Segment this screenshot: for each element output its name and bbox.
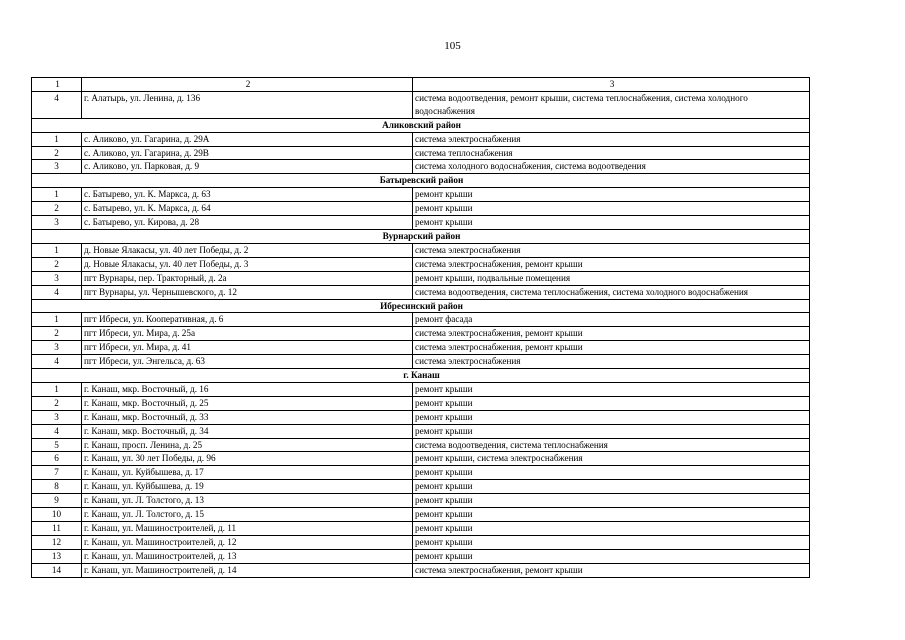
row-number: 2 [32,257,82,271]
table-row [32,257,810,271]
row-works: ремонт крыши [413,494,810,508]
table-row [32,202,810,216]
row-works: система водоотведения, система теплоснабжения [413,438,810,452]
section-title: Аликовский район [32,118,810,132]
row-address: пгт Ибреси, ул. Мира, д. 25а [82,327,413,341]
row-number: 13 [32,549,82,563]
row-number: 12 [32,535,82,549]
row-works: система электроснабжения [413,355,810,369]
row-works: ремонт крыши [413,549,810,563]
row-works: система водоотведения, ремонт крыши, система теплоснабжения, система холодного водоснабжения [413,91,810,118]
table-row [32,146,810,160]
row-works: ремонт фасада [413,313,810,327]
row-works: ремонт крыши [413,535,810,549]
row-number: 2 [32,202,82,216]
row-works: ремонт крыши [413,382,810,396]
row-number: 2 [32,327,82,341]
row-works: ремонт крыши [413,424,810,438]
row-address: с. Батырево, ул. К. Маркса, д. 63 [82,188,413,202]
table-row [32,188,810,202]
row-works: ремонт крыши [413,508,810,522]
row-address: с. Батырево, ул. К. Маркса, д. 64 [82,202,413,216]
row-address: пгт Ибреси, ул. Мира, д. 41 [82,341,413,355]
row-number: 3 [32,160,82,174]
row-address: пгт Вурнары, ул. Чернышевского, д. 12 [82,285,413,299]
row-address: г. Канаш, ул. Куйбышева, д. 19 [82,480,413,494]
row-address: г. Канаш, ул. Машиностроителей, д. 12 [82,535,413,549]
row-works: ремонт крыши, система электроснабжения [413,452,810,466]
table-row [32,285,810,299]
row-address: д. Новые Ялакасы, ул. 40 лет Победы, д. 2 [82,243,413,257]
row-works: ремонт крыши [413,188,810,202]
row-address: д. Новые Ялакасы, ул. 40 лет Победы, д. 3 [82,257,413,271]
row-number: 3 [32,271,82,285]
row-number: 2 [32,146,82,160]
page-number: 105 [444,40,461,52]
row-address: с. Аликово, ул. Гагарина, д. 29А [82,132,413,146]
row-address: г. Канаш, мкр. Восточный, д. 16 [82,382,413,396]
table-row [32,271,810,285]
row-address: г. Канаш, ул. 30 лет Победы, д. 96 [82,452,413,466]
header-cell-3: 3 [413,78,810,92]
row-number: 3 [32,216,82,230]
row-works: ремонт крыши [413,410,810,424]
table-row [32,341,810,355]
table-row [32,494,810,508]
row-number: 14 [32,563,82,577]
row-works: ремонт крыши, подвальные помещения [413,271,810,285]
row-works: ремонт крыши [413,216,810,230]
row-works: система электроснабжения [413,243,810,257]
section-heading-row [32,118,810,132]
table-header-row [32,78,810,92]
row-address: с. Аликово, ул. Парковая, д. 9 [82,160,413,174]
row-number: 3 [32,410,82,424]
row-address: г. Канаш, ул. Л. Толстого, д. 15 [82,508,413,522]
table-row [32,132,810,146]
section-title: Ибресинский район [32,299,810,313]
row-address: г. Канаш, мкр. Восточный, д. 33 [82,410,413,424]
section-heading-row [32,369,810,383]
table-row [32,522,810,536]
row-works: ремонт крыши [413,396,810,410]
header-cell-2: 2 [82,78,413,92]
section-heading-row [32,174,810,188]
row-number: 6 [32,452,82,466]
row-works: система электроснабжения, ремонт крыши [413,327,810,341]
section-title: Вурнарский район [32,229,810,243]
header-cell-1: 1 [32,78,82,92]
works-table [31,77,810,578]
row-works: ремонт крыши [413,466,810,480]
table-row [32,508,810,522]
table-row [32,438,810,452]
row-number: 10 [32,508,82,522]
section-title: г. Канаш [32,369,810,383]
row-number: 4 [32,424,82,438]
table-body [32,78,810,578]
section-title: Батыревский район [32,174,810,188]
table-row [32,243,810,257]
table-row [32,396,810,410]
row-number: 8 [32,480,82,494]
row-number: 1 [32,382,82,396]
row-number: 11 [32,522,82,536]
row-address: г. Канаш, ул. Машиностроителей, д. 11 [82,522,413,536]
row-number: 3 [32,341,82,355]
row-address: г. Канаш, мкр. Восточный, д. 25 [82,396,413,410]
row-number: 7 [32,466,82,480]
row-address: г. Канаш, мкр. Восточный, д. 34 [82,424,413,438]
row-works: ремонт крыши [413,480,810,494]
table-row [32,327,810,341]
row-number: 5 [32,438,82,452]
section-heading-row [32,229,810,243]
row-address: пгт Ибреси, ул. Кооперативная, д. 6 [82,313,413,327]
row-works: система холодного водоснабжения, система водоотведения [413,160,810,174]
row-address: пгт Ибреси, ул. Энгельса, д. 63 [82,355,413,369]
table-row [32,535,810,549]
table-row [32,452,810,466]
row-number: 1 [32,132,82,146]
row-address: с. Батырево, ул. Кирова, д. 28 [82,216,413,230]
row-address: г. Алатырь, ул. Ленина, д. 136 [82,91,413,118]
row-address: г. Канаш, просп. Ленина, д. 25 [82,438,413,452]
row-number: 1 [32,188,82,202]
row-number: 1 [32,313,82,327]
table-row [32,466,810,480]
table-row [32,424,810,438]
table-row [32,549,810,563]
row-number: 4 [32,91,82,118]
table-row [32,216,810,230]
row-works: система электроснабжения, ремонт крыши [413,563,810,577]
row-works: система теплоснабжения [413,146,810,160]
row-works: система электроснабжения [413,132,810,146]
row-number: 4 [32,355,82,369]
row-number: 1 [32,243,82,257]
section-heading-row [32,299,810,313]
row-address: г. Канаш, ул. Л. Толстого, д. 13 [82,494,413,508]
row-address: г. Канаш, ул. Куйбышева, д. 17 [82,466,413,480]
row-address: г. Канаш, ул. Машиностроителей, д. 14 [82,563,413,577]
table-row [32,563,810,577]
row-works: система водоотведения, система теплоснабжения, система холодного водоснабжения [413,285,810,299]
table-row [32,91,810,118]
row-works: ремонт крыши [413,202,810,216]
table-row [32,382,810,396]
row-works: ремонт крыши [413,522,810,536]
row-works: система электроснабжения, ремонт крыши [413,341,810,355]
row-number: 9 [32,494,82,508]
table-row [32,355,810,369]
table-row [32,410,810,424]
row-number: 4 [32,285,82,299]
table-row [32,480,810,494]
row-works: система электроснабжения, ремонт крыши [413,257,810,271]
row-address: г. Канаш, ул. Машиностроителей, д. 13 [82,549,413,563]
row-address: пгт Вурнары, пер. Тракторный, д. 2а [82,271,413,285]
row-address: с. Аликово, ул. Гагарина, д. 29В [82,146,413,160]
row-number: 2 [32,396,82,410]
table-row [32,160,810,174]
table-row [32,313,810,327]
